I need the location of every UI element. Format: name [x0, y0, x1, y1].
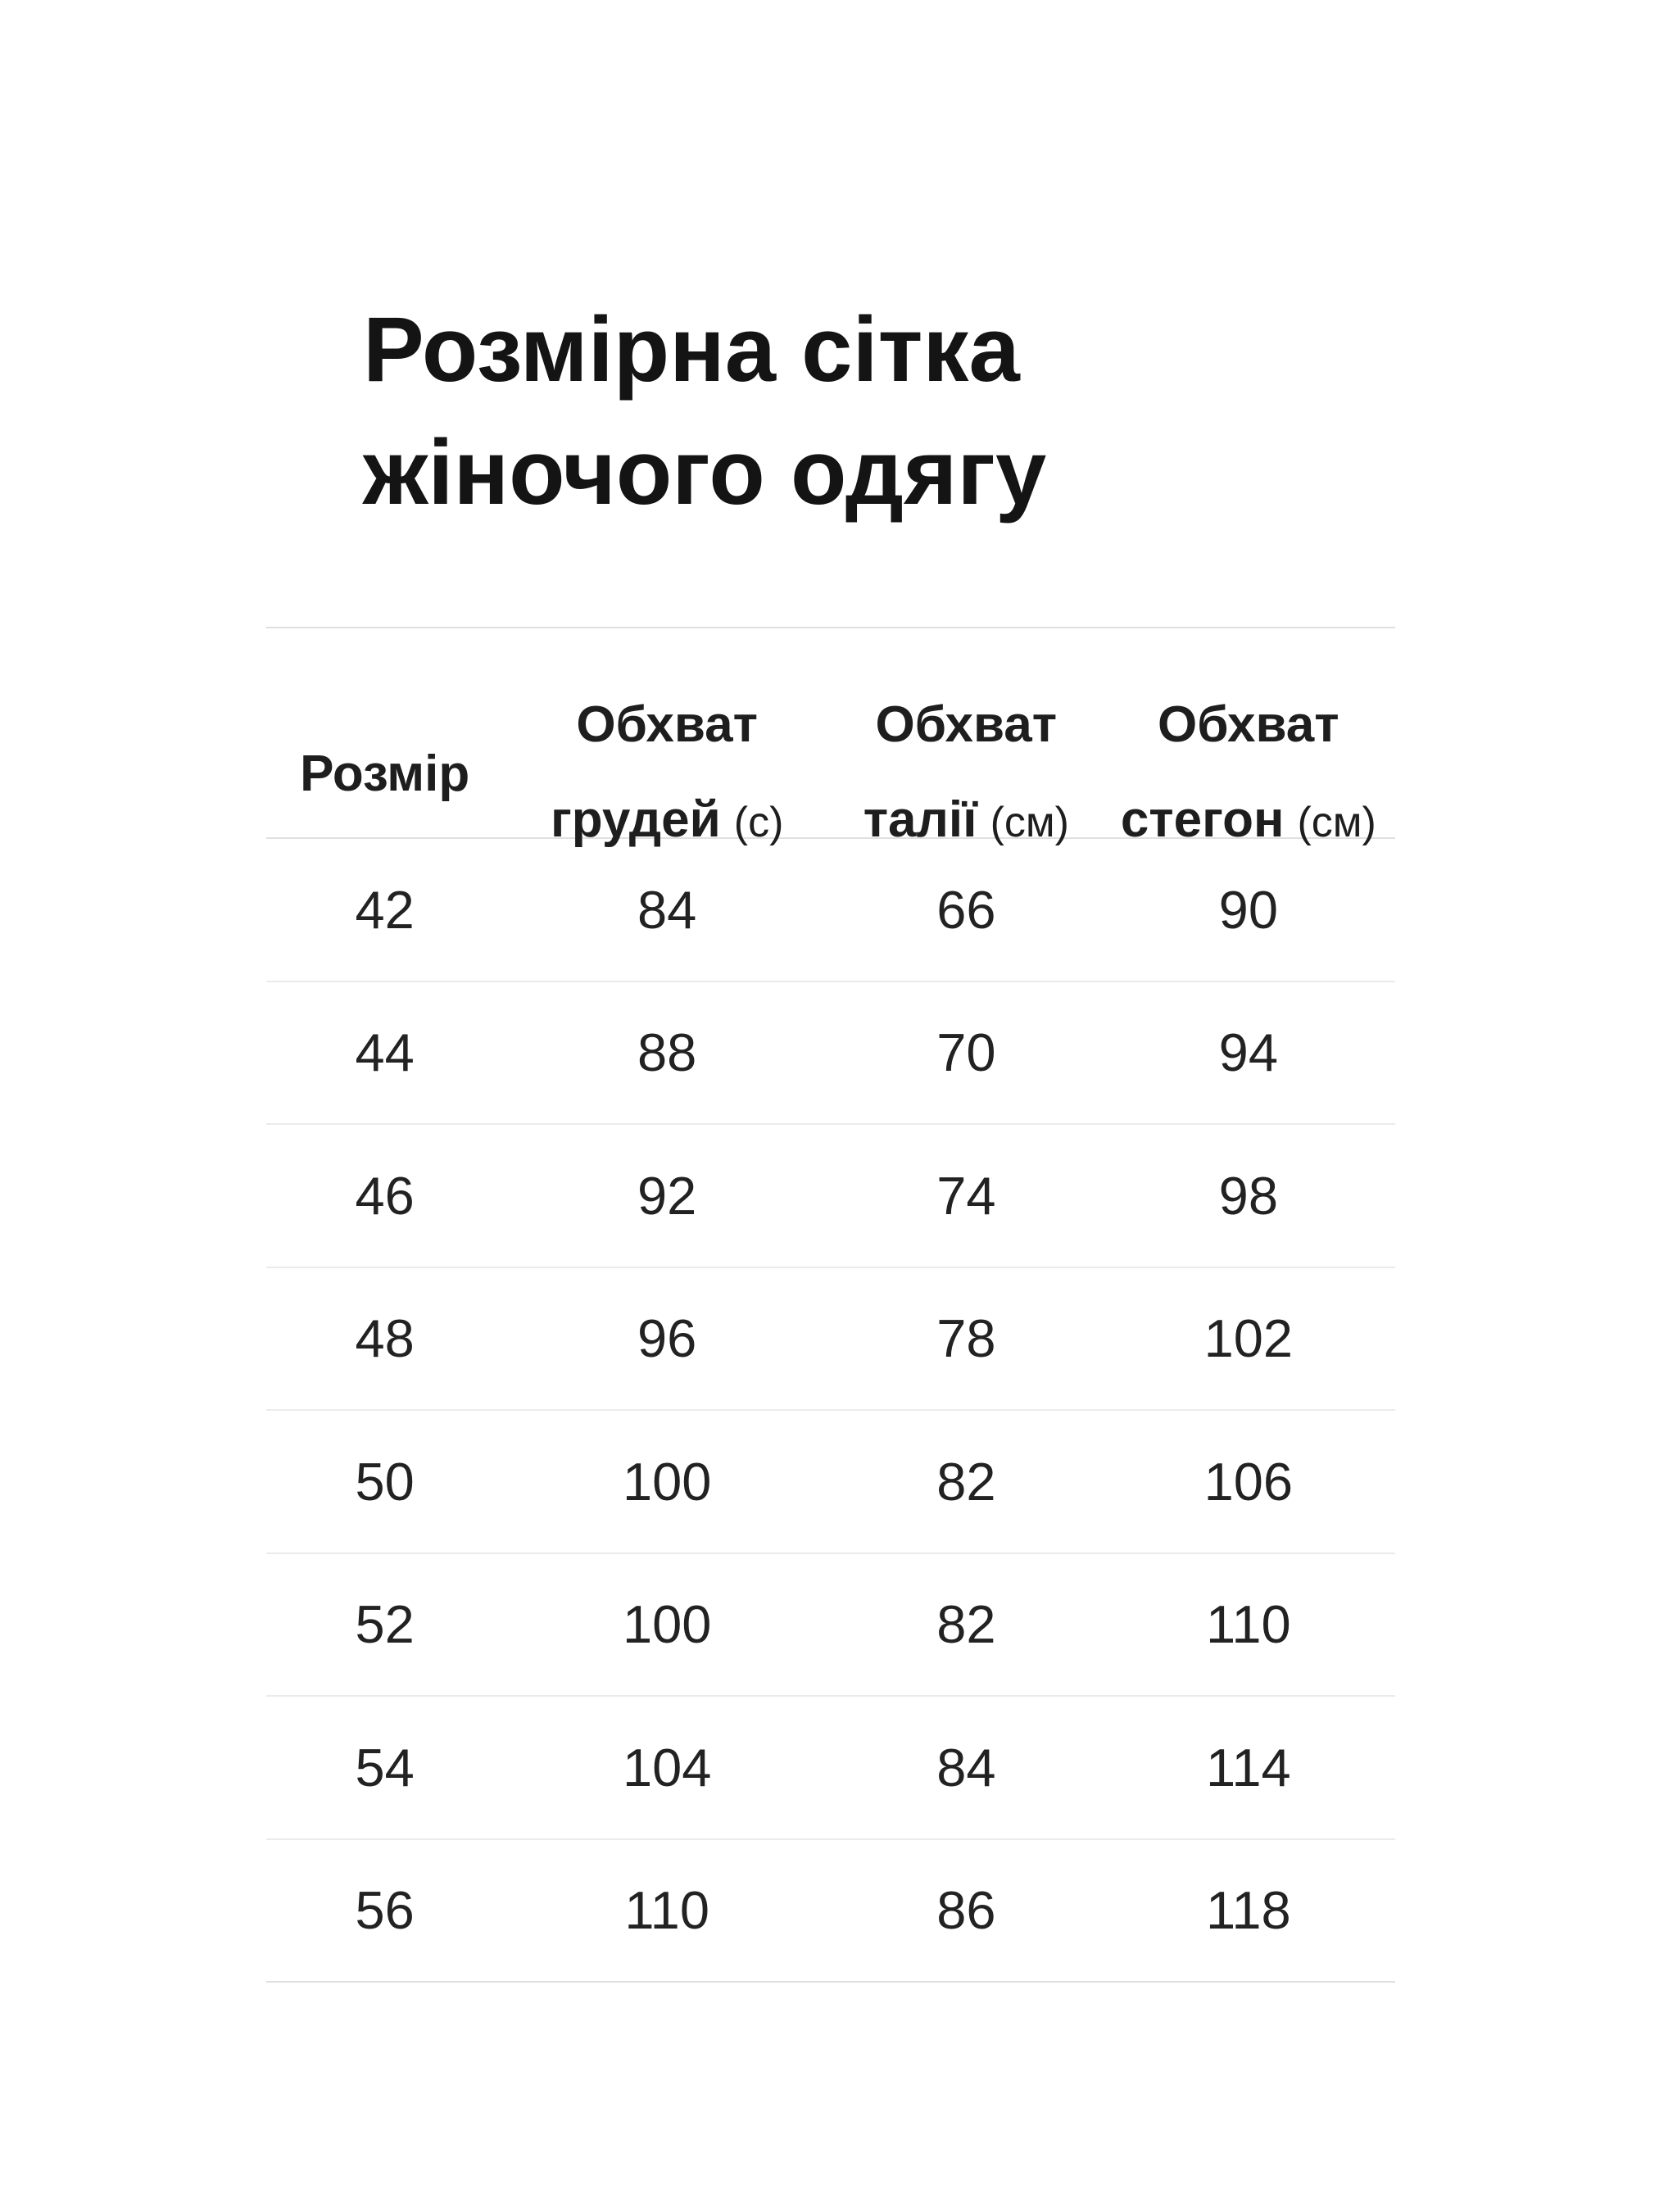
table-row	[266, 1125, 1395, 1268]
waist-cell: 82	[936, 1594, 996, 1655]
hips-cell: 90	[1218, 879, 1278, 940]
chest-cell: 100	[622, 1451, 712, 1512]
waist-cell: 84	[936, 1737, 996, 1797]
size-table-body	[266, 839, 1395, 1983]
size-cell: 48	[355, 1308, 415, 1369]
waist-cell: 66	[936, 879, 996, 940]
chest-cell: 110	[624, 1880, 709, 1941]
size-cell: 50	[355, 1451, 415, 1512]
column-header-hips-line1: Обхват	[1158, 696, 1339, 753]
column-header-waist-word: талії	[863, 791, 977, 848]
table-row	[266, 1697, 1395, 1840]
hips-cell: 106	[1203, 1451, 1294, 1512]
table-row	[266, 982, 1395, 1126]
hips-cell: 118	[1206, 1880, 1291, 1941]
waist-cell: 86	[936, 1880, 996, 1941]
column-header-hips-word: стегон	[1120, 791, 1285, 848]
column-header-chest-unit: (с)	[733, 799, 784, 846]
page-title-line-1: Розмірна сітка	[363, 298, 1020, 401]
table-row	[266, 1840, 1395, 1983]
size-cell: 44	[355, 1022, 415, 1083]
size-cell: 56	[355, 1880, 415, 1941]
chest-cell: 84	[637, 879, 697, 940]
hips-cell: 98	[1218, 1165, 1278, 1226]
hips-cell: 102	[1203, 1308, 1294, 1369]
waist-cell: 70	[936, 1022, 996, 1083]
size-table-header	[266, 628, 1395, 848]
page-title-line-2: жіночого одягу	[363, 421, 1047, 524]
table-row	[266, 1268, 1395, 1412]
chest-cell: 96	[637, 1308, 697, 1369]
chest-cell: 88	[637, 1022, 697, 1083]
table-row	[266, 1411, 1395, 1554]
waist-cell: 74	[936, 1165, 996, 1226]
table-row	[266, 1554, 1395, 1698]
column-header-waist-line1: Обхват	[875, 696, 1058, 753]
column-header-hips-unit: (см)	[1297, 799, 1376, 846]
chest-cell: 100	[622, 1594, 712, 1655]
size-table	[266, 627, 1395, 1983]
hips-cell: 94	[1218, 1022, 1278, 1083]
chest-cell: 92	[637, 1165, 697, 1226]
chest-cell: 104	[622, 1737, 712, 1797]
size-cell: 52	[355, 1594, 415, 1655]
waist-cell: 82	[936, 1451, 996, 1512]
table-row	[266, 839, 1395, 982]
column-header-chest-line1: Обхват	[576, 696, 758, 753]
column-header-size-label: Розмір	[300, 745, 470, 802]
column-header-chest-word: грудей	[550, 791, 721, 848]
page-title	[363, 288, 1046, 534]
column-header-waist-unit: (см)	[990, 799, 1069, 846]
size-cell: 42	[355, 879, 415, 940]
hips-cell: 114	[1206, 1737, 1291, 1797]
hips-cell: 110	[1206, 1594, 1291, 1655]
size-cell: 46	[355, 1165, 415, 1226]
waist-cell: 78	[936, 1308, 996, 1369]
size-cell: 54	[355, 1737, 415, 1797]
